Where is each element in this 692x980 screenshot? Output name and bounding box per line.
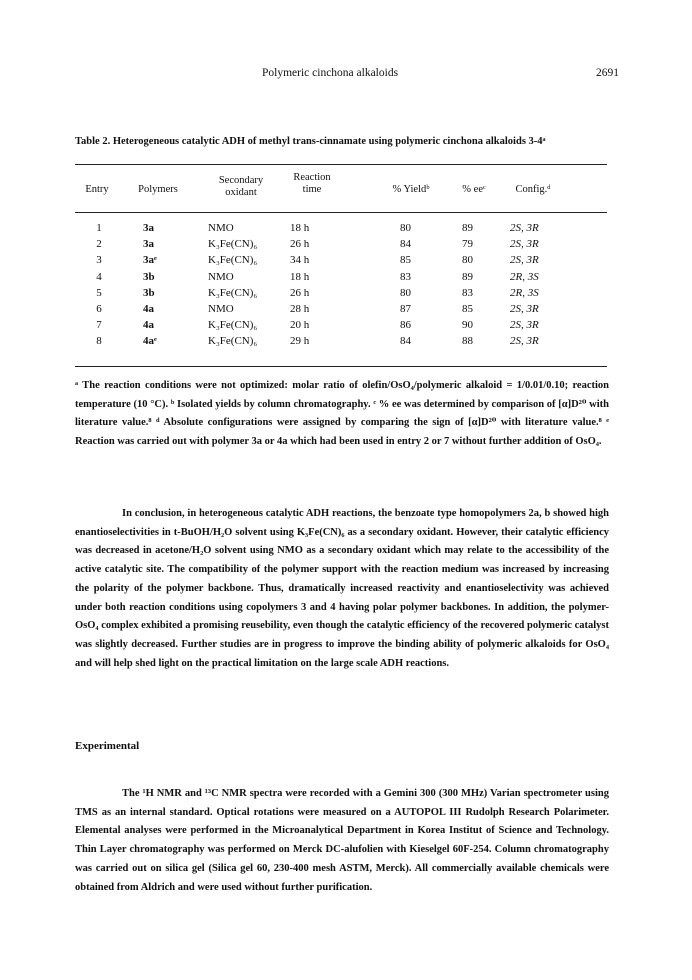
cell-time: 20 h: [290, 319, 310, 332]
cell-yield: 87: [400, 302, 411, 315]
table-row: [75, 222, 607, 238]
cell-entry: 3: [96, 254, 102, 267]
cell-oxidant: NMO: [208, 270, 234, 283]
table-footnotes: ᵃ The reaction conditions were not optimized: molar ratio of olefin/OsO₄/polymeric alkaloid = 1/0.01/0.10; reaction temperature (10 °C). ᵇ Isolated yields by column chromatography. ᶜ % ee was determined by comparison of [α]D²⁰ with literature value.⁸ ᵈ Absolute configurations were assigned by comparing the sign of [α]D²⁰ with literature value.⁸ ᵉ Reaction was carried out with polymer 3a or 4a which had been used in entry 2 or 7 without further addition of OsO₄.: [75, 380, 609, 447]
cell-entry: 4: [96, 270, 102, 283]
cell-ee: 83: [462, 286, 473, 299]
cell-time: 28 h: [290, 302, 310, 315]
running-title: Polymeric cinchona alkaloids: [262, 67, 399, 79]
cell-polymer: 4a: [143, 319, 154, 332]
table-header: [75, 172, 607, 208]
cell-ee: 79: [462, 238, 473, 251]
cell-polymer: 3a: [143, 238, 154, 251]
table-row: [75, 335, 607, 351]
column-header-oxidant: [193, 175, 289, 199]
column-header-oxidant-line2: oxidant: [225, 187, 257, 198]
cell-entry: 6: [96, 302, 102, 315]
cell-entry: 2: [96, 238, 102, 251]
cell-ee: 89: [462, 270, 473, 283]
cell-polymer: 3aᵉ: [143, 254, 157, 267]
cell-oxidant: K₃Fe(CN)₆: [208, 319, 258, 332]
cell-time: 34 h: [290, 254, 310, 267]
cell-oxidant: K₃Fe(CN)₆: [208, 254, 258, 267]
cell-yield: 80: [400, 222, 411, 234]
column-header-ee: % eeᶜ: [462, 184, 486, 195]
table-row: [75, 303, 607, 319]
cell-ee: 80: [462, 254, 473, 267]
cell-yield: 85: [400, 254, 411, 267]
table-bottom-rule: [75, 366, 607, 367]
conclusion-paragraph: In conclusion, in heterogeneous catalytic ADH reactions, the benzoate type homopolymers 2a, b showed high enantioselectivities in t-BuOH/H₂O solvent using K₃Fe(CN)₆ as a secondary oxidant. However, their catalytic efficiency was decreased in acetone/H₂O solvent using NMO as a secondary oxidant which may relate to the accessibility of the active catalytic site. The compatibility of the polymer support with the reaction medium was increased by increasing the polarity of the polymer backbone. Thus, dramatically increased reactivity and enantioselectivity was achieved under both reaction conditions using copolymers 3 and 4 having polar polymer backbones. In addition, the polymer-OsO₄ complex exhibited a promising reusebility, even though the catalytic efficiency of the recovered polymeric catalyst was slightly decreased. Further studies are in progress to improve the binding ability of polymeric alkaloids for OsO₄ and will help shed light on the practical limitation on the large scale ADH reactions.: [75, 508, 609, 669]
cell-entry: 1: [96, 222, 102, 234]
column-header-time: [277, 172, 347, 196]
table-caption: Table 2. Heterogeneous catalytic ADH of methyl trans-cinnamate using polymeric cinchona alkaloids 3-4ᵃ: [75, 136, 546, 147]
cell-config: 2R, 3S: [510, 270, 539, 283]
table-row: [75, 287, 607, 303]
cell-config: 2S, 3R: [510, 222, 539, 234]
cell-yield: 84: [400, 335, 411, 348]
table-top-rule: [75, 164, 607, 165]
cell-time: 26 h: [290, 286, 310, 299]
cell-entry: 7: [96, 319, 102, 332]
table-row: [75, 319, 607, 335]
cell-yield: 86: [400, 319, 411, 332]
cell-polymer: 4a: [143, 302, 154, 315]
cell-entry: 5: [96, 286, 102, 299]
page-number: 2691: [596, 67, 619, 79]
column-header-entry: Entry: [85, 184, 109, 195]
cell-config: 2S, 3R: [510, 335, 539, 348]
cell-time: 26 h: [290, 238, 310, 251]
experimental-heading: Experimental: [75, 740, 140, 752]
cell-config: 2S, 3R: [510, 254, 539, 267]
column-header-oxidant-line1: Secondary: [218, 175, 264, 186]
cell-polymer: 3a: [143, 222, 154, 234]
cell-oxidant: K₃Fe(CN)₆: [208, 238, 258, 251]
cell-polymer: 4aᵉ: [143, 335, 157, 348]
table-row: [75, 238, 607, 254]
cell-oxidant: NMO: [208, 302, 234, 315]
table-row: [75, 271, 607, 287]
column-header-time-line2: time: [302, 184, 322, 195]
cell-yield: 84: [400, 238, 411, 251]
cell-polymer: 3b: [143, 286, 155, 299]
cell-ee: 89: [462, 222, 473, 234]
cell-oxidant: K₃Fe(CN)₆: [208, 335, 258, 348]
table-row: [75, 254, 607, 270]
experimental-paragraph: The ¹H NMR and ¹³C NMR spectra were recorded with a Gemini 300 (300 MHz) Varian spectrometer using TMS as an internal standard. Optical rotations were measured on a AUTOPOL III Rudolph Research Polarimeter. Elemental analyses were performed in the Microanalytical Department in Korea Institut of Science and Technology. Thin Layer chromatography was performed on Merck DC-alufolien with Kieselgel 60F-254. Column chromatography was carried out on silica gel (Silica gel 60, 230-400 mesh ASTM, Merck). All commercially available chemicals were obtained from Aldrich and were used without further purification.: [75, 788, 609, 893]
cell-oxidant: K₃Fe(CN)₆: [208, 286, 258, 299]
cell-config: 2S, 3R: [510, 238, 539, 251]
table-body: [75, 222, 607, 352]
cell-config: 2S, 3R: [510, 302, 539, 315]
cell-time: 18 h: [290, 222, 310, 234]
column-header-config: Config.ᵈ: [515, 184, 551, 195]
cell-oxidant: NMO: [208, 222, 234, 234]
cell-ee: 90: [462, 319, 473, 332]
cell-ee: 85: [462, 302, 473, 315]
column-header-time-line1: Reaction: [293, 172, 331, 183]
table-header-rule: [75, 212, 607, 213]
cell-config: 2S, 3R: [510, 319, 539, 332]
cell-yield: 83: [400, 270, 411, 283]
column-header-polymers: Polymers: [138, 184, 178, 195]
column-header-yield: % Yieldᵇ: [392, 184, 430, 195]
cell-config: 2R, 3S: [510, 286, 539, 299]
cell-ee: 88: [462, 335, 473, 348]
cell-entry: 8: [96, 335, 102, 348]
cell-time: 29 h: [290, 335, 310, 348]
cell-yield: 80: [400, 286, 411, 299]
cell-polymer: 3b: [143, 270, 155, 283]
cell-time: 18 h: [290, 270, 310, 283]
